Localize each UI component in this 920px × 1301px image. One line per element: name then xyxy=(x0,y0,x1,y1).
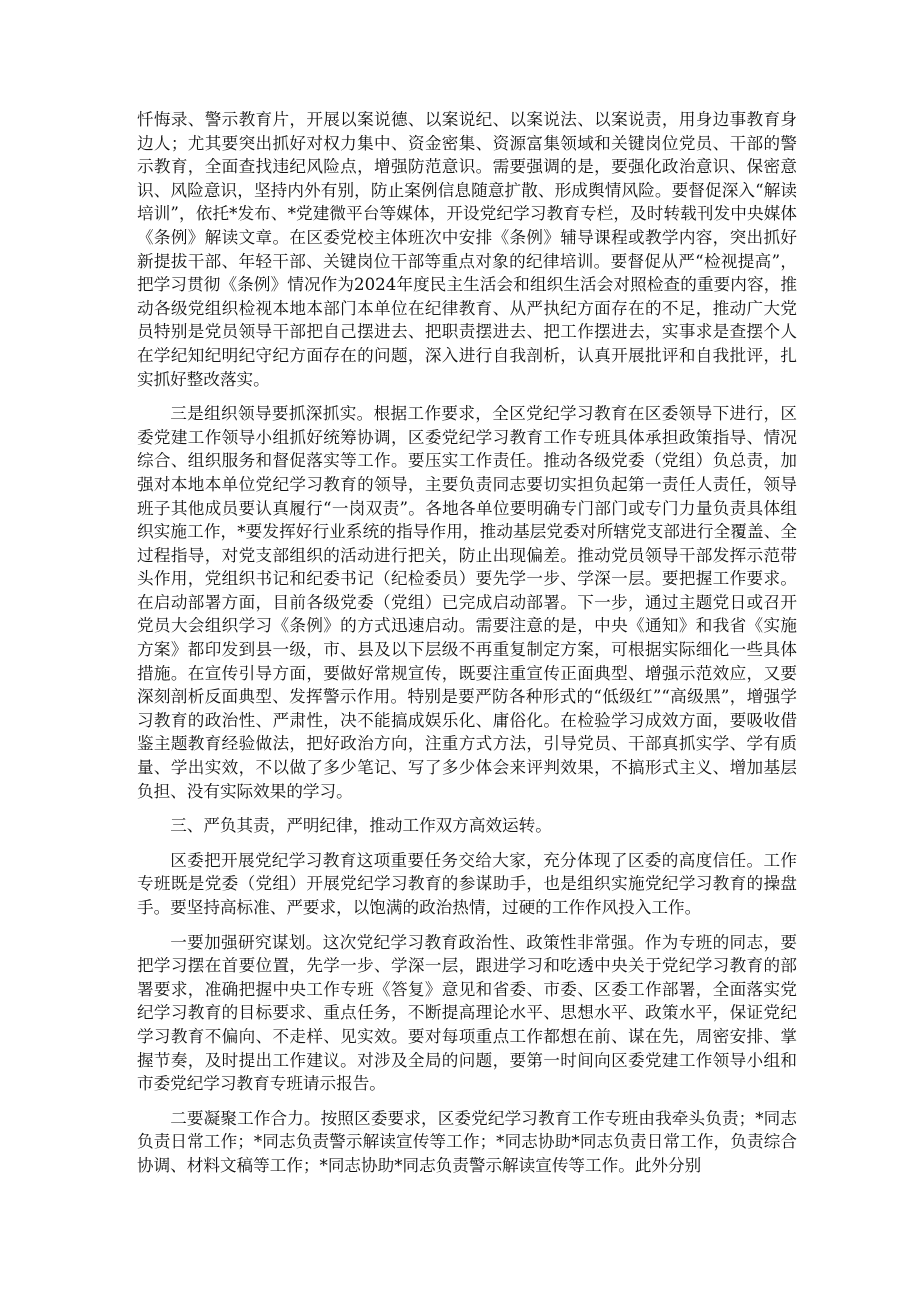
paragraph-continued: 忏悔录、警示教育片，开展以案说德、以案说纪、以案说法、以案说责，用身边事教育身边人；尤其要突出抓好对权力集中、资金密集、资源富集领域和关键岗位党员、干部的警示教育，全面查找违纪风险点，增强防范意识。需要强调的是，要强化政治意识、保密意识、风险意识，坚持内外有别，防止案例信息随意扩散、形成舆情风险。要督促深入“解读培训”，依托*发布、*党建微平台等媒体，开设党纪学习教育专栏，及时转载刊发中央媒体《条例》解读文章。在区委党校主体班次中安排《条例》辅导课程或教学内容，突出抓好新提拔干部、年轻干部、关键岗位干部等重点对象的纪律培训。要督促从严“检视提高”，把学习贯彻《条例》情况作为2024年度民主生活会和组织生活会对照检查的重要内容，推动各级党组织检视本地本部门本单位在纪律教育、从严执纪方面存在的不足，推动广大党员特别是党员领导干部把自己摆进去、把职责摆进去、把工作摆进去，实事求是查摆个人在学纪知纪明纪守纪方面存在的问题，深入进行自我剖析，认真开展批评和自我批评，扎实抓好整改落实。 xyxy=(137,110,797,389)
paragraph-organization-leadership: 三是组织领导要抓深抓实。根据工作要求，全区党纪学习教育在区委领导下进行，区委党建工作领导小组抓好统筹协调，区委党纪学习教育工作专班具体承担政策指导、情况综合、组织服务和督促落实等工作。要压实工作责任。推动各级党委（党组）负总责，加强对本地本单位党纪学习教育的领导，主要负责同志要切实担负起第一责任人责任，领导班子其他成员要认真履行“一岗双责”。各地各单位要明确专门部门或专门力量负责具体组织实施工作，*要发挥好行业系统的指导作用，推动基层党委对所辖党支部进行全覆盖、全过程指导，对党支部组织的活动进行把关，防止出现偏差。推动党员领导干部发挥示范带头作用，党组织书记和纪委书记（纪检委员）要先学一步、学深一层。要把握工作要求。在启动部署方面，目前各级党委（党组）已完成启动部署。下一步，通过主题党日或召开党员大会组织学习《条例》的方式迅速启动。需要注意的是，中央《通知》和我省《实施方案》都印发到县一级，市、县及以下层级不再重复制定方案，可根据实际细化一些具体措施。在宣传引导方面，要做好常规宣传，既要注重宣传正面典型、增强示范效应，又要深刻剖析反面典型、发挥警示作用。特别是要严防各种形式的“低级红”“高级黑”，增强学习教育的政治性、严肃性，决不能搞成娱乐化、庸俗化。在检验学习成效方面，要吸收借鉴主题教育经验做法，把好政治方向，注重方式方法，引导党员、干部真抓实学、学有质量、学出实效，不以做了多少笔记、写了多少体会来评判效果，不搞形式主义、增加基层负担、没有实际效果的学习。 xyxy=(137,404,797,801)
document-body xyxy=(137,108,797,1189)
paragraph-work-synergy: 二要凝聚工作合力。按照区委要求，区委党纪学习教育工作专班由我牵头负责；*同志负责日常工作；*同志负责警示解读宣传等工作；*同志协助*同志负责日常工作，负责综合协调、材料文稿等工作；*同志协助*同志负责警示解读宣传等工作。此外分别 xyxy=(137,1108,797,1175)
paragraph-trust: 区委把开展党纪学习教育这项重要任务交给大家，充分体现了区委的高度信任。工作专班既是党委（党组）开展党纪学习教育的参谋助手，也是组织实施党纪学习教育的操盘手。要坚持高标准、严要求，以饱满的政治热情，过硬的工作作风投入工作。 xyxy=(137,850,797,917)
section-heading-three: 三、严负其责，严明纪律，推动工作双方高效运转。 xyxy=(170,816,552,836)
paragraph-research-planning: 一要加强研究谋划。这次党纪学习教育政治性、政策性非常强。作为专班的同志，要把学习摆在首要位置，先学一步、学深一层，跟进学习和吃透中央关于党纪学习教育的部署要求，准确把握中央工作专班《答复》意见和省委、市委、区委工作部署，全面落实党纪学习教育的目标要求、重点任务，不断提高理论水平、思想水平、政策水平，保证党纪学习教育不偏向、不走样、见实效。要对每项重点工作都想在前、谋在先，周密安排、掌握节奏，及时提出工作建议。对涉及全局的问题，要第一时间向区委党建工作领导小组和市委党纪学习教育专班请示报告。 xyxy=(137,932,797,1094)
